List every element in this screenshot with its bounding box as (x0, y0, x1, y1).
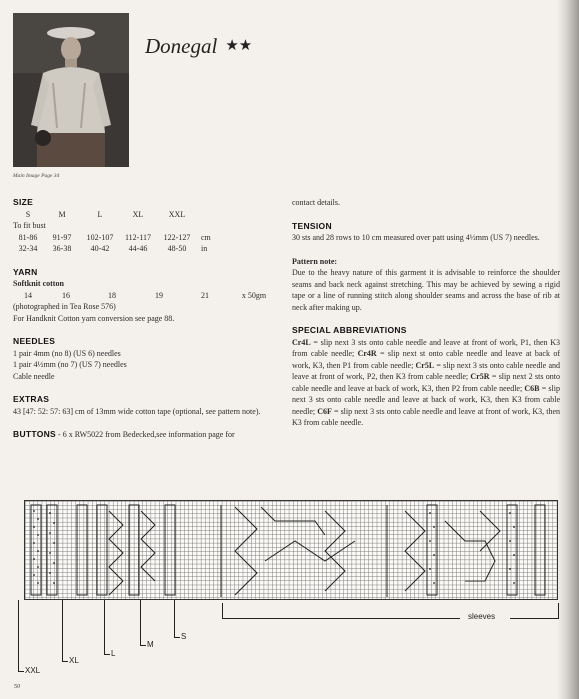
left-column (13, 197, 283, 441)
yarn-name: Softknit cotton (13, 279, 64, 288)
extras-heading: EXTRAS (13, 394, 50, 404)
size-label: XL (132, 209, 144, 219)
size-marker-line-l (104, 600, 105, 655)
yarn-quantity: 14 (24, 290, 32, 300)
sleeves-bracket-start (222, 603, 224, 619)
size-cm-unit: cm (201, 232, 211, 242)
size-in-value: 32-34 (18, 244, 38, 253)
size-in-unit: in (201, 244, 208, 253)
yarn-quantity: 18 (108, 290, 116, 300)
yarn-quantity: 16 (62, 290, 70, 300)
sleeves-bracket-end (510, 618, 558, 619)
pattern-note-heading: Pattern note: (292, 256, 338, 266)
buttons-text: - 6 x RW5022 from Bedecked,see information page for (56, 430, 235, 439)
size-marker-l: L (111, 649, 116, 658)
size-marker-tick-xl (62, 661, 68, 662)
right-column (292, 197, 560, 429)
chart-cable-lines (25, 501, 559, 601)
size-marker-m: M (147, 640, 154, 649)
abbr-def: = slip next 3 sts onto cable needle and leave at front of work, P2, then K3 from cable needle; (292, 360, 560, 381)
extras-text: 43 [47: 52: 57: 63] cm of 13mm wide cotton tape (optional, see pattern note). (13, 406, 261, 416)
abbr-term: Cr5L (415, 360, 435, 370)
size-cm-value: 122-127 (163, 232, 191, 242)
size-in-row (13, 243, 283, 255)
needles-line: 1 pair 4mm (no 8) (US 6) needles (13, 348, 121, 358)
abbreviations-heading: SPECIAL ABBREVIATIONS (292, 325, 407, 335)
sleeves-bracket-line (222, 618, 460, 619)
page-number: 50 (14, 684, 20, 690)
buttons-paragraph (13, 429, 283, 441)
abbr-term: C6F (317, 406, 332, 416)
needles-line: Cable needle (13, 371, 55, 381)
size-label: S (25, 209, 31, 219)
abbr-term: C6B (524, 383, 540, 393)
abbr-def: = slip next 3 sts onto cable needle and leave at back of work, K3, then K3 from cable needle; (292, 383, 560, 416)
tension-text: 30 sts and 28 rows to 10 cm measured over patt using 4½mm (US 7) needles. (292, 233, 540, 242)
abbr-term: Cr4R (357, 349, 377, 358)
yarn-heading: YARN (13, 266, 38, 277)
size-labels-row (13, 209, 283, 221)
size-marker-tick-m (140, 645, 146, 646)
size-in-value: 48-50 (167, 244, 187, 253)
needles-heading: NEEDLES (13, 336, 56, 346)
abbr-def: = slip next 3 sts onto cable needle and leave at front of work, K3, then K3 from cable needle. (292, 406, 561, 427)
yarn-quantities-row (13, 290, 283, 302)
size-in-value: 36-38 (52, 244, 72, 253)
size-cm-value: 102-107 (86, 232, 114, 242)
size-label: XXL (168, 209, 186, 219)
pattern-name: Donegal (145, 34, 218, 58)
abbr-def: = slip next 2 sts onto cable needle and leave at back of work, K3, then P2 from cable needle; (292, 372, 561, 393)
abbr-def: = slip next st onto cable needle and leave at back of work, K3, then P1 from cable needle; (292, 349, 560, 370)
size-cm-value: 91-97 (52, 232, 72, 242)
size-marker-xl: XL (69, 656, 79, 665)
page-spine-shadow (557, 0, 579, 699)
size-marker-tick-xxl (18, 671, 24, 672)
sleeves-bracket-right (558, 603, 560, 619)
size-marker-line-s (174, 600, 175, 638)
tension-heading: TENSION (292, 220, 332, 231)
abbr-def: = slip next 3 sts onto cable needle and leave at front of work, P1, then K3 from cable needle; (292, 337, 560, 358)
size-in-value: 44-46 (128, 244, 148, 253)
abbreviations-text (292, 337, 560, 429)
size-marker-line-xl (62, 600, 63, 662)
yarn-note: (photographed in Tea Rose 576) (13, 302, 116, 311)
size-marker-tick-l (104, 654, 110, 655)
size-marker-s: S (181, 632, 187, 641)
size-heading: SIZE (13, 197, 34, 207)
size-in-value: 40-42 (90, 244, 110, 253)
photo-caption: Main Image Page 34 (13, 173, 60, 179)
pattern-title (145, 34, 252, 59)
size-marker-line-m (140, 600, 141, 646)
size-marker-xxl: XXL (25, 666, 41, 675)
to-fit-label: To fit bust (13, 221, 46, 230)
buttons-heading: BUTTONS (13, 429, 57, 439)
size-cm-row (13, 232, 283, 244)
size-label: M (58, 209, 66, 219)
size-marker-tick-s (174, 637, 180, 638)
abbr-term: Cr4L (292, 337, 311, 347)
size-cm-value: 81-86 (18, 232, 38, 242)
yarn-quantity: 19 (155, 290, 163, 300)
yarn-unit: x 50gm (241, 290, 267, 300)
pattern-note-text: Due to the heavy nature of this garment it is advisable to reinforce the shoulder seams and back neck against stretching. This may be achieved by sewing a rigid tape or a line of running stitch along shoulder seams and across the base of rib at neck after making up. (292, 268, 560, 312)
size-marker-line-xxl (18, 600, 19, 672)
size-label: L (97, 209, 103, 219)
yarn-conversion-note: For Handknit Cotton yarn conversion see page 88. (13, 313, 175, 323)
size-cm-value: 112-117 (124, 232, 152, 242)
abbr-term: Cr5R (470, 372, 490, 381)
difficulty-stars: ★★ (225, 38, 253, 54)
contact-text: contact details. (292, 198, 340, 207)
needles-line: 1 pair 4½mm (no 7) (US 7) needles (13, 360, 127, 369)
yarn-quantity: 21 (201, 290, 209, 300)
model-photo (13, 13, 129, 167)
sleeves-label: sleeves (468, 612, 496, 621)
knitting-chart (24, 500, 558, 600)
